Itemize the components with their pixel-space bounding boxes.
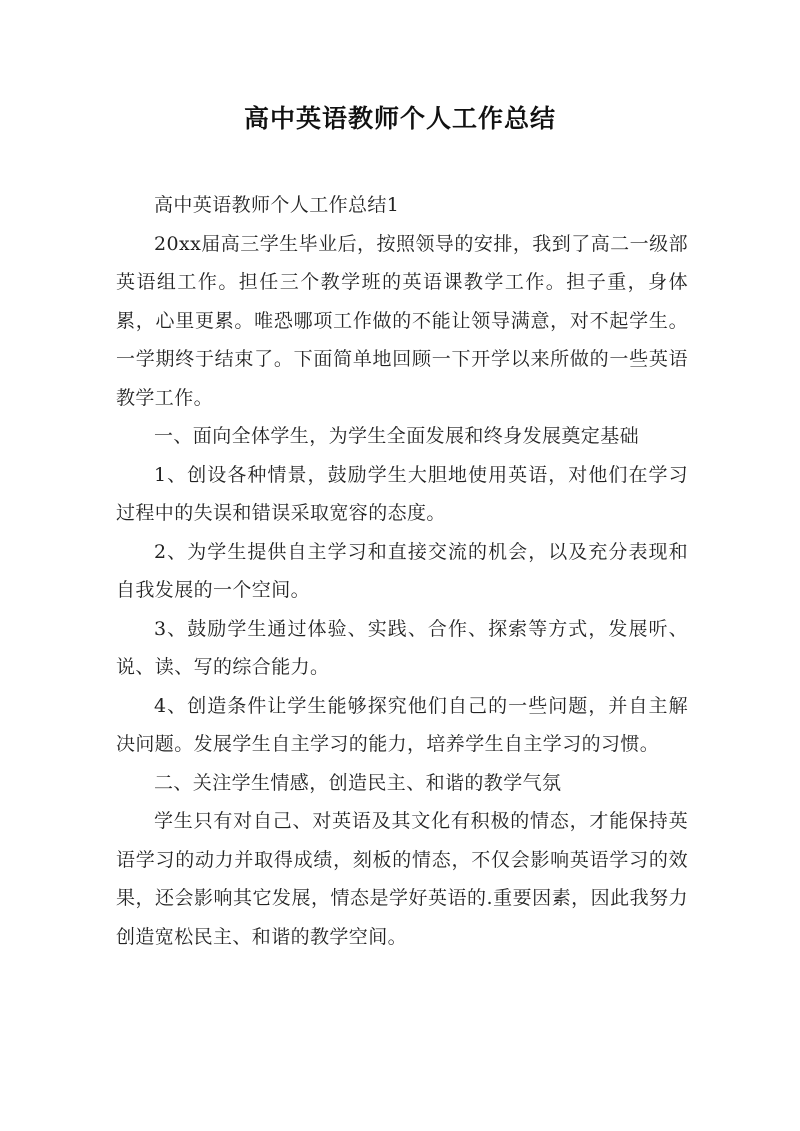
paragraph-item-2: 2、为学生提供自主学习和直接交流的机会，以及充分表现和自我发展的一个空间。: [116, 540, 688, 601]
document-body: [116, 186, 688, 956]
paragraph-intro: 20xx届高三学生毕业后，按照领导的安排，我到了高二一级部英语组工作。担任三个教学班的英语课教学工作。担子重，身体累，心里更累。唯恐哪项工作做的不能让领导满意，对不起学生。一学期终于结束了。下面简单地回顾一下开学以来所做的一些英语教学工作。: [116, 232, 688, 409]
paragraph-emotion: 学生只有对自己、对英语及其文化有积极的情态，才能保持英语学习的动力并取得成绩，刻板的情态，不仅会影响英语学习的效果，还会影响其它发展，情态是学好英语的.重要因素，因此我努力创造宽松民主、和谐的教学空间。: [116, 810, 688, 948]
document-title: 高中英语教师个人工作总结: [243, 104, 556, 133]
heading-section-two: 二、关注学生情感，创造民主、和谐的教学气氛: [154, 771, 562, 794]
section-subtitle: 高中英语教师个人工作总结1: [154, 194, 400, 216]
heading-section-one: 一、面向全体学生，为学生全面发展和终身发展奠定基础: [154, 425, 640, 447]
paragraph-item-3: 3、鼓励学生通过体验、实践、合作、探索等方式，发展听、说、读、写的综合能力。: [116, 617, 688, 678]
paragraph-item-4: 4、创造条件让学生能够探究他们自己的一些问题，并自主解决问题。发展学生自主学习的能力，培养学生自主学习的习惯。: [116, 694, 688, 755]
paragraph-item-1: 1、创设各种情景，鼓励学生大胆地使用英语，对他们在学习过程中的失误和错误采取宽容的态度。: [116, 463, 688, 524]
